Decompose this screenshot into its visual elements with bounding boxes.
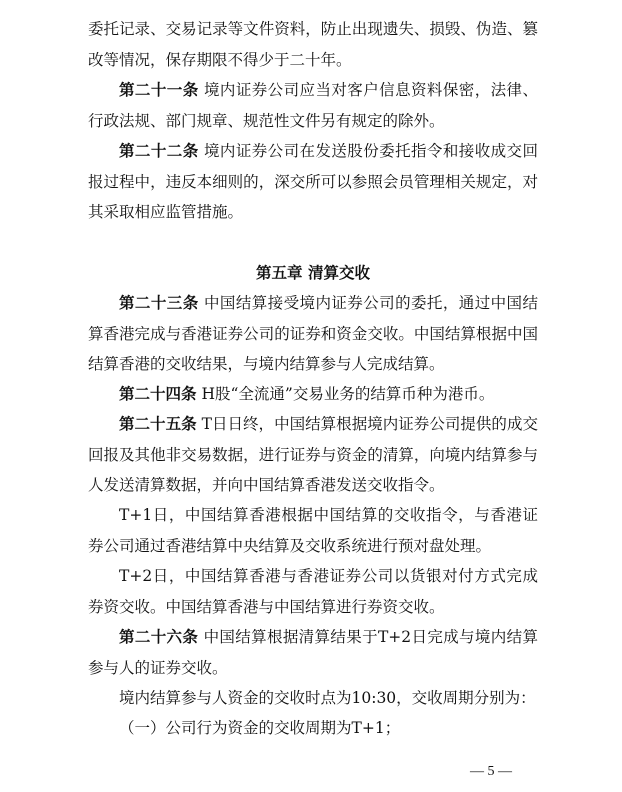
- article-21: [88, 75, 538, 136]
- article-text: 境内证券公司在发送股份委托指令和接收成交回报过程中，违反本细则的，深交所可以参照会员管理相关规定，对其采取相应监管措施。: [88, 142, 538, 221]
- article-25: [88, 409, 538, 501]
- article-heading: 第二十五条: [119, 415, 197, 433]
- article-heading: 第二十六条: [119, 628, 199, 646]
- article-23: [88, 288, 538, 380]
- article-text: T日日终，中国结算根据境内证券公司提供的成交回报及其他非交易数据，进行证券与资金的清算，向境内结算参与人发送清算数据，并向中国结算香港发送交收指令。: [88, 415, 538, 494]
- article-heading: 第二十四条: [119, 385, 197, 403]
- paragraph-item-1: （一）公司行为资金的交收周期为T+1；: [119, 719, 401, 737]
- chapter-title: 第五章 清算交收: [256, 264, 370, 282]
- article-text: 境内证券公司应当对客户信息资料保密，法律、行政法规、部门规章、规范性文件另有规定的除外。: [88, 81, 538, 130]
- article-22: [88, 136, 538, 228]
- article-26: [88, 622, 538, 683]
- article-heading: 第二十一条: [119, 81, 199, 99]
- article-heading: 第二十二条: [119, 142, 199, 160]
- article-24: [88, 379, 538, 410]
- page-number: — 5 —: [470, 764, 512, 779]
- paragraph-continuation: [88, 14, 538, 75]
- paragraph-t1: T+1日，中国结算香港根据中国结算的交收指令，与香港证券公司通过香港结算中央结算及交收系统进行预对盘处理。: [88, 506, 538, 555]
- paragraph-settlement-time: 境内结算参与人资金的交收时点为10:30，交收周期分别为：: [119, 689, 536, 707]
- paragraph-t2: T+2日，中国结算香港与香港证券公司以货银对付方式完成券资交收。中国结算香港与中国结算进行券资交收。: [88, 567, 538, 616]
- article-heading: 第二十三条: [119, 294, 199, 312]
- article-text: H股“全流通”交易业务的结算币种为港币。: [201, 385, 495, 403]
- paragraph-text: 委托记录、交易记录等文件资料，防止出现遗失、损毁、伪造、篡改等情况，保存期限不得少于二十年。: [88, 20, 538, 69]
- article-text: 中国结算接受境内证券公司的委托，通过中国结算香港完成与香港证券公司的证券和资金交收。中国结算根据中国结算香港的交收结果，与境内结算参与人完成结算。: [88, 294, 538, 373]
- article-text: 中国结算根据清算结果于T+2日完成与境内结算参与人的证券交收。: [88, 628, 538, 677]
